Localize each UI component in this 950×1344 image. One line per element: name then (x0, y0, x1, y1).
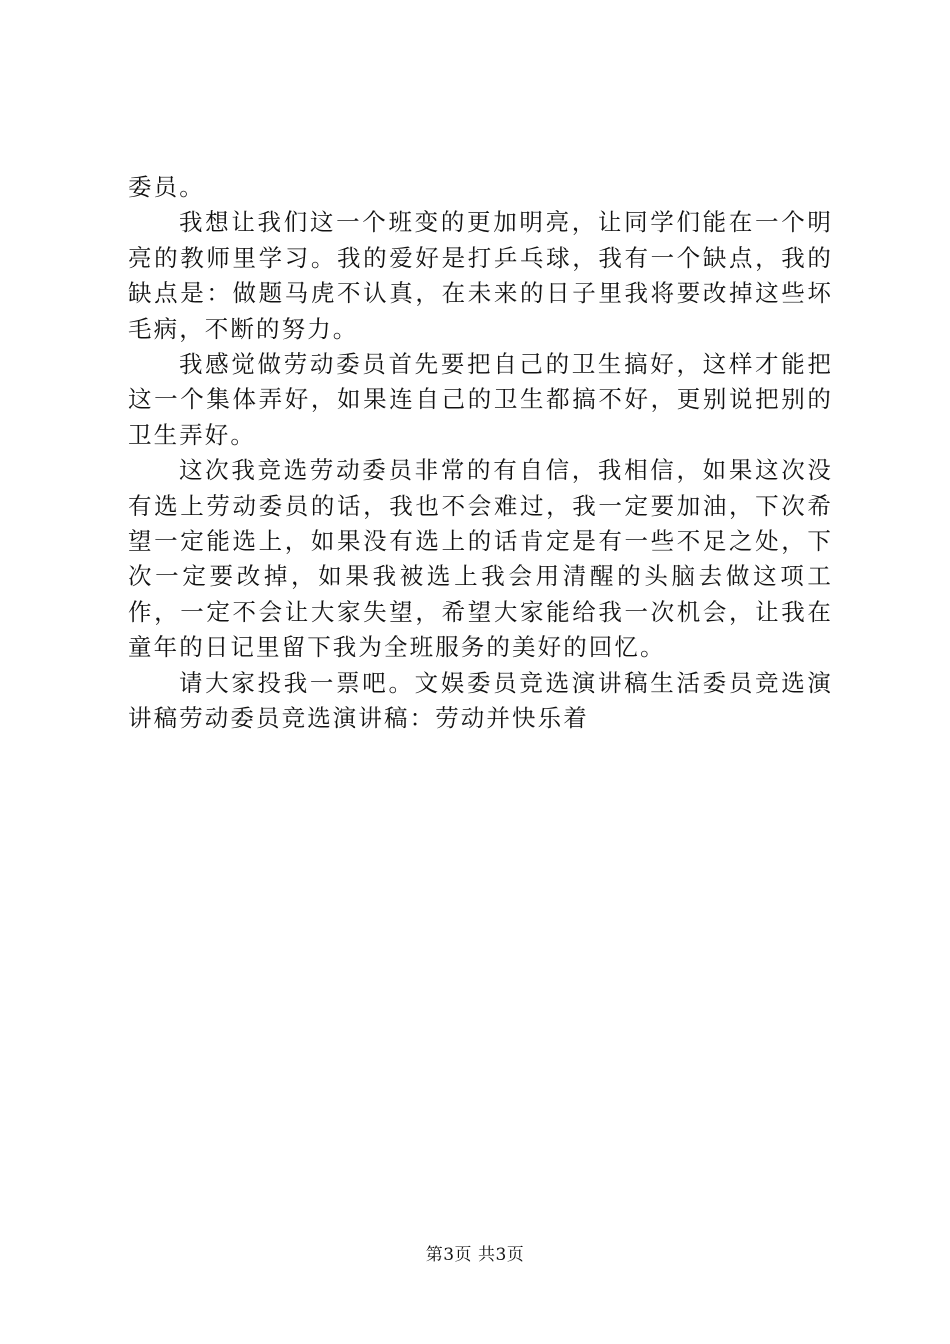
paragraph-goal: 我想让我们这一个班变的更加明亮，让同学们能在一个明亮的教师里学习。我的爱好是打乒乓球，我有一个缺点，我的缺点是：做题马虎不认真，在未来的日子里我将要改掉这些坏毛病，不断的努力。 (128, 208, 833, 343)
paragraph-vote-request: 请大家投我一票吧。文娱委员竞选演讲稿生活委员竞选演讲稿劳动委员竞选演讲稿：劳动并快乐着 (128, 668, 833, 733)
paragraph-closing-word: 委员。 (128, 173, 205, 201)
paragraph-confidence: 这次我竞选劳动委员非常的有自信，我相信，如果这次没有选上劳动委员的话，我也不会难过，我一定要加油，下次希望一定能选上，如果没有选上的话肯定是有一些不足之处，下次一定要改掉，如果我被选上我会用清醒的头脑去做这项工作，一定不会让大家失望，希望大家能给我一次机会，让我在童年的日记里留下我为全班服务的美好的回忆。 (128, 456, 833, 662)
document-body (128, 170, 833, 737)
paragraph-duty: 我感觉做劳动委员首先要把自己的卫生搞好，这样才能把这一个集体弄好，如果连自己的卫生都搞不好，更别说把别的卫生弄好。 (128, 350, 833, 449)
page-number-footer: 第3页 共3页 (425, 1245, 525, 1265)
